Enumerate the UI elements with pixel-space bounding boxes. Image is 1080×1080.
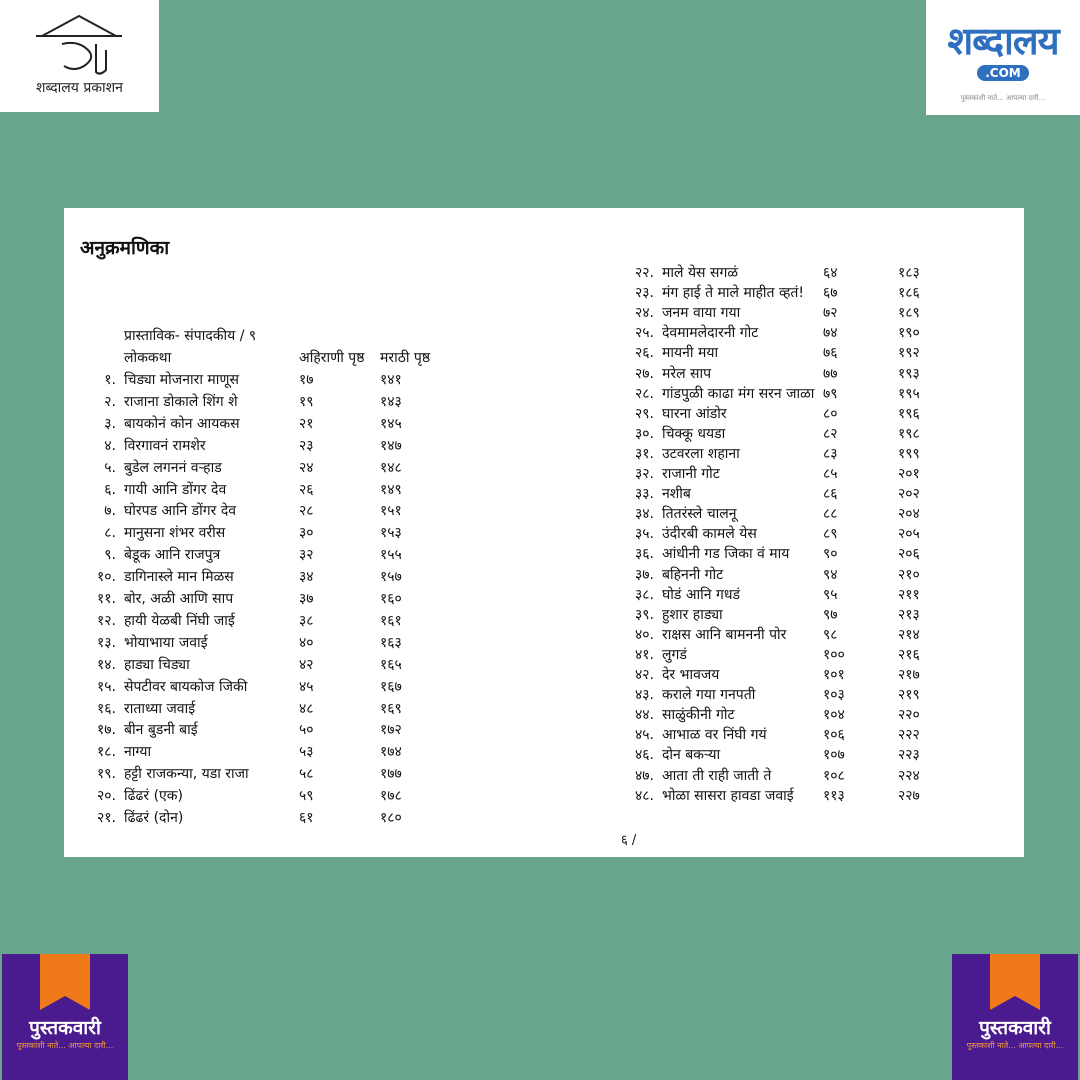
entry-number: ९. xyxy=(104,547,116,564)
entry-title: बेडूक आनि राजपुत्र xyxy=(124,547,221,564)
entry-title: हट्टी राजकन्या, यडा राजा xyxy=(124,766,249,783)
entry-ahirani-page: ३८ xyxy=(299,612,314,629)
entry-marathi-page: २१९ xyxy=(898,687,920,704)
entry-marathi-page: १६० xyxy=(380,591,402,607)
site-logo-suffix: .COM xyxy=(977,65,1029,81)
entry-ahirani-page: ५३ xyxy=(299,744,314,761)
entry-title: घोडं आनि गधडं xyxy=(662,586,740,603)
entry-marathi-page: १७७ xyxy=(380,766,402,783)
entry-ahirani-page: ६४ xyxy=(823,265,838,281)
entry-ahirani-page: ९० xyxy=(823,546,838,563)
entry-title: बहिननी गोट xyxy=(662,566,724,583)
entry-number: १. xyxy=(104,372,116,388)
entry-ahirani-page: १०३ xyxy=(823,687,845,704)
entry-ahirani-page: ३० xyxy=(299,525,314,542)
entry-ahirani-page: २८ xyxy=(299,503,314,520)
entry-title: घारना आंडोर xyxy=(662,405,727,422)
entry-number: २१. xyxy=(96,810,116,826)
entry-ahirani-page: १०१ xyxy=(823,667,845,683)
entry-marathi-page: १४८ xyxy=(380,459,402,476)
entry-ahirani-page: १७ xyxy=(299,372,314,388)
entry-ahirani-page: २३ xyxy=(299,437,314,454)
entry-ahirani-page: ८८ xyxy=(823,506,838,523)
entry-marathi-page: २२३ xyxy=(898,747,920,764)
entry-ahirani-page: २१ xyxy=(299,415,314,432)
entry-title: बोर, अळी आणि साप xyxy=(124,591,234,607)
intro-line: प्रास्ताविक- संपादकीय / ९ xyxy=(124,328,257,344)
entry-marathi-page: २०५ xyxy=(898,526,920,543)
entry-number: १२. xyxy=(96,612,116,629)
site-logo xyxy=(926,0,1080,115)
entry-title: नशीब xyxy=(662,486,691,503)
entry-ahirani-page: ५९ xyxy=(299,788,314,805)
entry-number: ३०. xyxy=(634,425,654,442)
entry-marathi-page: १८६ xyxy=(898,285,920,302)
entry-title: भोयाभाया जवाई xyxy=(124,634,208,651)
entry-title: चिड्या मोजनारा माणूस xyxy=(124,372,239,388)
entry-marathi-page: १४३ xyxy=(380,393,402,410)
entry-marathi-page: २२४ xyxy=(898,767,920,784)
entry-ahirani-page: ६७ xyxy=(823,285,838,302)
entry-marathi-page: १४५ xyxy=(380,415,402,432)
publisher-logo xyxy=(0,0,159,112)
entry-number: ६. xyxy=(104,481,116,498)
entry-number: ३१. xyxy=(634,445,654,462)
entry-title: देर भावजय xyxy=(662,667,720,683)
entry-ahirani-page: ४० xyxy=(299,634,314,651)
entry-ahirani-page: ७४ xyxy=(823,325,838,342)
entry-marathi-page: १८० xyxy=(380,810,402,826)
entry-marathi-page: १९८ xyxy=(898,425,920,442)
entry-marathi-page: २११ xyxy=(898,586,920,603)
pustakvari-badge-right xyxy=(952,954,1078,1080)
entry-ahirani-page: ८३ xyxy=(823,445,838,462)
entry-ahirani-page: ५८ xyxy=(299,766,314,783)
entry-title: कराले गया गनपती xyxy=(662,687,756,704)
entry-title: दोन बकऱ्या xyxy=(662,747,721,764)
entry-marathi-page: १७४ xyxy=(380,744,402,761)
entry-ahirani-page: ४२ xyxy=(299,656,314,673)
entry-title: हायी येळबी निंघी जाई xyxy=(124,612,235,629)
entry-marathi-page: १६९ xyxy=(380,700,402,717)
entry-title: माले येस सगळं xyxy=(662,265,738,281)
entry-title: गांडपुळी काढा मंग सरन जाळा xyxy=(662,385,815,402)
entry-marathi-page: १८३ xyxy=(898,265,920,281)
entry-number: ४८. xyxy=(634,787,654,804)
entry-marathi-page: १४१ xyxy=(380,372,402,388)
entry-ahirani-page: ११३ xyxy=(823,787,845,804)
entry-ahirani-page: १०० xyxy=(823,646,845,663)
entry-number: ३६. xyxy=(634,546,654,563)
entry-title: राजानी गोट xyxy=(662,466,720,482)
entry-marathi-page: २०६ xyxy=(898,546,920,563)
entry-marathi-page: १९० xyxy=(898,325,920,342)
entry-number: ८. xyxy=(104,525,116,542)
entry-number: ३५. xyxy=(634,526,654,543)
entry-number: २५. xyxy=(634,325,654,342)
contents-page xyxy=(64,208,1024,857)
entry-title: घोरपड आनि डोंगर देव xyxy=(124,503,237,520)
entry-title: मायनी मया xyxy=(662,345,719,362)
entry-number: २९. xyxy=(634,405,654,422)
entry-title: भोळा सासरा हावडा जवाई xyxy=(662,787,794,804)
entry-marathi-page: १५५ xyxy=(380,547,402,564)
entry-number: २२. xyxy=(634,265,654,281)
site-logo-tagline: पुस्तकांशी नाते... आपल्या दारी... xyxy=(960,94,1046,102)
entry-number: १७. xyxy=(96,722,116,739)
entry-marathi-page: २२० xyxy=(898,707,920,724)
entry-title: तितरंस्ले चालनू xyxy=(662,506,737,523)
entry-marathi-page: २१६ xyxy=(898,646,920,663)
page-number: ६ / xyxy=(621,833,637,848)
entry-ahirani-page: १९ xyxy=(299,393,314,410)
entry-number: ३२. xyxy=(634,466,654,482)
entry-marathi-page: २१० xyxy=(898,566,920,583)
entry-title: ढिंढरं (दोन) xyxy=(124,810,184,826)
entry-marathi-page: १८९ xyxy=(898,305,920,322)
entry-ahirani-page: ८९ xyxy=(823,526,838,543)
entry-title: हुशार हाड्या xyxy=(662,606,723,623)
entry-ahirani-page: ४५ xyxy=(299,678,314,695)
entry-number: १५. xyxy=(96,678,116,695)
entry-title: बीन बुडनी बाई xyxy=(124,722,198,739)
entry-title: डागिनास्ले मान मिळस xyxy=(124,569,234,586)
entry-marathi-page: १४७ xyxy=(380,437,402,454)
entry-marathi-page: १६७ xyxy=(380,678,402,695)
entry-ahirani-page: ३७ xyxy=(299,591,314,607)
entry-marathi-page: १६१ xyxy=(380,612,402,629)
publisher-caption: शब्दालय प्रकाशन xyxy=(36,80,123,96)
badge-name: पुस्तकवारी xyxy=(979,1017,1051,1039)
entry-number: ४६. xyxy=(634,747,654,764)
entry-number: ७. xyxy=(104,503,116,520)
entry-number: ३३. xyxy=(634,486,654,503)
entry-title: उंदीरबी कामले येस xyxy=(662,526,757,543)
entry-ahirani-page: ९४ xyxy=(823,566,838,583)
entry-marathi-page: २०४ xyxy=(898,506,920,523)
entry-ahirani-page: ९५ xyxy=(823,586,838,603)
entry-marathi-page: २१४ xyxy=(898,626,920,643)
entry-number: ४. xyxy=(104,437,116,454)
entry-title: जनम वाया गया xyxy=(662,305,741,322)
entry-title: राजाना डोकाले शिंग शे xyxy=(124,393,238,410)
entry-number: ३. xyxy=(104,415,116,432)
entry-title: लुगडं xyxy=(662,646,687,663)
entry-number: ३४. xyxy=(634,506,654,523)
page-title: अनुक्रमणिका xyxy=(80,237,170,259)
entry-marathi-page: १५१ xyxy=(380,503,402,520)
entry-ahirani-page: १०८ xyxy=(823,767,845,784)
entry-marathi-page: १९२ xyxy=(898,345,920,362)
entry-ahirani-page: ३२ xyxy=(299,547,314,564)
entry-title: साळुंकीनी गोट xyxy=(662,707,735,724)
entry-number: १३. xyxy=(96,634,116,651)
entry-marathi-page: २२२ xyxy=(898,727,920,744)
badge-tagline: पुस्तकांशी नाते... आपल्या दारी... xyxy=(16,1041,114,1050)
entry-number: १०. xyxy=(96,569,116,586)
entry-title: विरगावनं रामशेर xyxy=(124,437,206,454)
entry-ahirani-page: ९७ xyxy=(823,606,838,623)
entry-marathi-page: १४९ xyxy=(380,481,402,498)
entry-number: २६. xyxy=(634,345,654,362)
entry-ahirani-page: ८२ xyxy=(823,425,838,442)
entry-marathi-page: १९३ xyxy=(898,365,920,382)
entry-ahirani-page: ३४ xyxy=(299,569,314,586)
entry-title: आंधीनी गड जिका वं माय xyxy=(662,546,790,563)
entry-ahirani-page: ६१ xyxy=(299,810,314,826)
entry-marathi-page: २०२ xyxy=(898,486,920,503)
entry-number: ४३. xyxy=(634,687,654,704)
entry-number: ३९. xyxy=(634,606,654,623)
entry-number: ४१. xyxy=(634,646,654,663)
entry-number: ४७. xyxy=(634,767,654,784)
entry-title: आभाळ वर निंघी गयं xyxy=(662,727,767,744)
entry-number: ३७. xyxy=(634,566,654,583)
bookmark-icon xyxy=(990,954,1040,1010)
entry-marathi-page: १५७ xyxy=(380,569,402,586)
pustakvari-badge-left xyxy=(2,954,128,1080)
col-header-ahirani: अहिराणी पृष्ठ xyxy=(299,350,365,366)
entry-number: २. xyxy=(104,393,116,410)
entry-number: २७. xyxy=(634,365,654,382)
site-logo-name: शब्दालय xyxy=(947,18,1059,63)
entry-marathi-page: १७८ xyxy=(380,788,402,805)
entry-title: देवमामलेदारनी गोट xyxy=(662,325,759,342)
col-header-marathi: मराठी पृष्ठ xyxy=(380,350,431,366)
entry-title: हाड्या चिड्या xyxy=(124,656,190,673)
entry-ahirani-page: ४८ xyxy=(299,700,314,717)
entry-number: १४. xyxy=(96,656,116,673)
entry-number: ४०. xyxy=(634,626,654,643)
entry-ahirani-page: १०६ xyxy=(823,727,845,744)
entry-ahirani-page: ८० xyxy=(823,405,838,422)
entry-title: चिक्कू धयडा xyxy=(662,425,726,442)
entry-number: ५. xyxy=(104,459,116,476)
entry-marathi-page: २१७ xyxy=(898,667,920,683)
entry-marathi-page: २२७ xyxy=(898,787,920,804)
entry-number: २४. xyxy=(634,305,654,322)
entry-number: ११. xyxy=(96,591,116,607)
entry-number: १८. xyxy=(96,744,116,761)
entry-title: ढिंढरं (एक) xyxy=(124,788,183,805)
entry-marathi-page: २०१ xyxy=(898,466,920,482)
entry-title: सेपटीवर बायकोज जिकी xyxy=(124,678,248,695)
entry-title: राक्षस आनि बामननी पोर xyxy=(662,626,787,643)
badge-tagline: पुस्तकांशी नाते... आपल्या दारी... xyxy=(966,1041,1064,1050)
entry-ahirani-page: १०७ xyxy=(823,747,845,764)
entry-title: उटवरला शहाना xyxy=(662,445,740,462)
entry-number: ३८. xyxy=(634,586,654,603)
entry-marathi-page: १५३ xyxy=(380,525,402,542)
entry-marathi-page: १७२ xyxy=(380,722,402,739)
entry-marathi-page: २१३ xyxy=(898,606,920,623)
entry-marathi-page: १६३ xyxy=(380,634,402,651)
bookmark-icon xyxy=(40,954,90,1010)
entry-number: २३. xyxy=(634,285,654,302)
entry-number: २०. xyxy=(96,788,116,805)
entry-marathi-page: १९९ xyxy=(898,445,920,462)
entry-number: २८. xyxy=(634,385,654,402)
entry-title: राताध्या जवाई xyxy=(124,700,196,717)
entry-ahirani-page: ७२ xyxy=(823,305,838,322)
entry-ahirani-page: ७७ xyxy=(823,365,838,382)
entry-marathi-page: १६५ xyxy=(380,656,402,673)
entry-ahirani-page: ८६ xyxy=(823,486,838,503)
entry-title: आता ती राही जाती ते xyxy=(662,767,772,784)
entry-ahirani-page: ७६ xyxy=(823,345,838,362)
entry-ahirani-page: ७९ xyxy=(823,385,838,402)
entry-title: मानुसना शंभर वरीस xyxy=(124,525,226,542)
entry-ahirani-page: २६ xyxy=(299,481,314,498)
entry-number: १६. xyxy=(96,700,116,717)
entry-number: १९. xyxy=(96,766,116,783)
entry-title: मंग हाई ते माले माहीत व्हतं! xyxy=(662,285,805,302)
entry-ahirani-page: ८५ xyxy=(823,466,838,482)
entry-marathi-page: १९६ xyxy=(898,405,920,422)
entry-title: बुडेल लगननं वऱ्हाड xyxy=(124,459,222,476)
entry-ahirani-page: १०४ xyxy=(823,707,845,724)
entry-title: नाग्या xyxy=(124,744,152,761)
entry-title: मरेल साप xyxy=(662,365,712,382)
entry-number: ४२. xyxy=(634,667,654,683)
entry-marathi-page: १९५ xyxy=(898,385,920,402)
section-label: लोककथा xyxy=(124,350,172,366)
badge-name: पुस्तकवारी xyxy=(29,1017,101,1039)
entry-title: बायकोनं कोन आयकस xyxy=(124,415,240,432)
house-pen-icon xyxy=(0,0,159,80)
entry-ahirani-page: २४ xyxy=(299,459,314,476)
entry-number: ४५. xyxy=(634,727,654,744)
entry-number: ४४. xyxy=(634,707,654,724)
entry-title: गायी आनि डोंगर देव xyxy=(124,481,227,498)
entry-ahirani-page: ९८ xyxy=(823,626,838,643)
entry-ahirani-page: ५० xyxy=(299,722,314,739)
